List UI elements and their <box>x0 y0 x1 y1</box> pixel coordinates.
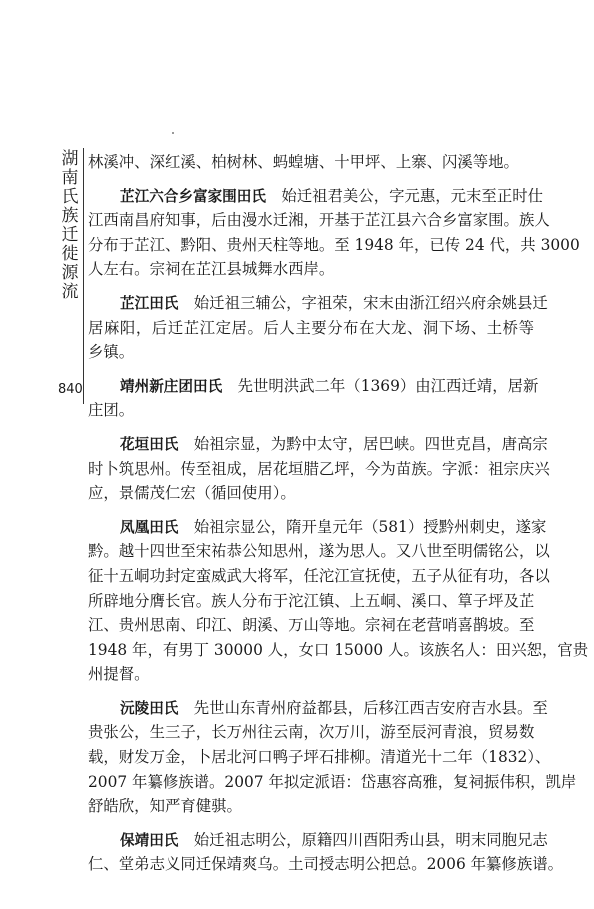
line-text: 林溪冲、深红溪、柏树林、蚂蝗塘、十甲坪、上寨、闪溪等地。 <box>88 153 519 171</box>
lineage-entry <box>88 374 539 423</box>
line-text: 先世山东青州府益都县，后移江西吉安府吉水县。至 <box>193 698 548 717</box>
line-text: 居麻阳，后迁芷江定居。后人主要分布在大龙、洞下场、土桥等 <box>88 318 534 337</box>
line-text: 黔。越十四世至宋祐恭公知思州，遂为思人。又八世至明儒铭公，以 <box>88 542 550 561</box>
text-line <box>88 564 550 589</box>
entry-title: 芷江田氏 <box>120 294 179 312</box>
line-text: 时卜筑思州。传至祖成，居花垣腊乙坪，今为苗族。字派：祖宗庆兴 <box>88 459 550 478</box>
line-text: 始迁祖三辅公，字祖荣，宋末由浙江绍兴府余姚县迁 <box>193 293 548 312</box>
line-text: 江、贵州思南、印江、朗溪、万山等地。宗祠在老营哨喜鹊坡。至 <box>88 616 535 635</box>
text-line <box>88 398 534 423</box>
lineage-entry <box>88 515 589 687</box>
entry-title: 保靖田氏 <box>120 831 179 849</box>
entry-title: 沅陵田氏 <box>120 699 179 717</box>
line-text: 始祖宗显公，隋开皇元年（581）授黔州刺史，遂家 <box>193 517 547 536</box>
page-body <box>88 150 589 886</box>
text-line <box>88 770 577 795</box>
text-line <box>88 184 543 209</box>
text-line <box>88 257 534 282</box>
text-line <box>88 515 547 540</box>
entry-title: 芷江六合乡富家围田氏 <box>120 187 266 205</box>
text-line <box>88 852 563 877</box>
line-text: 先世明洪武二年（1369）由江西迁靖，居新 <box>237 376 539 395</box>
line-text: 贵张公，生三子，长万州往云南，次万川，游至辰河青浪，贸易数 <box>88 723 535 742</box>
line-text: 1948 年，有男丁 30000 人，女口 15000 人。该族名人：田兴恕，官贵 <box>88 640 589 659</box>
line-text: 应，景儒茂仁宏（循回使用）。 <box>88 484 296 503</box>
line-text: 仁、堂弟志义同迁保靖爽乌。土司授志明公把总。2006 年纂修族谱。 <box>88 855 563 874</box>
text-line <box>88 720 534 745</box>
text-line <box>88 150 534 175</box>
line-text: 江西南昌府知事，后由漫水迁湘，开基于芷江县六合乡富家围。族人 <box>88 211 550 230</box>
lineage-entry <box>88 291 548 365</box>
line-text: 始迁祖君美公，字元惠，元末至正时仕 <box>281 186 543 205</box>
line-text: 2007 年纂修族谱。2007 年拟定派语：岱惠容高雅，复祠振伟积，凯岸 <box>88 772 577 791</box>
margin-divider <box>83 148 84 404</box>
running-book-title: 湖南氏族迁徙源流 <box>61 149 79 302</box>
text-line <box>88 638 589 663</box>
text-line <box>88 613 534 638</box>
entry-title: 花垣田氏 <box>120 435 179 453</box>
line-text: 人左右。宗祠在芷江县城舞水西岸。 <box>88 260 335 279</box>
text-line <box>88 233 580 258</box>
text-line <box>88 696 548 721</box>
text-line <box>88 589 534 614</box>
lineage-entry <box>88 150 534 175</box>
scan-speck <box>172 132 174 134</box>
text-line <box>88 828 548 853</box>
line-text: 乡镇。 <box>88 343 135 362</box>
lineage-entry <box>88 828 563 877</box>
text-line <box>88 481 534 506</box>
text-line <box>88 316 534 341</box>
entry-title: 凤凰田氏 <box>120 518 179 536</box>
text-line <box>88 374 539 399</box>
lineage-entry <box>88 696 577 819</box>
line-text: 始祖宗显，为黔中太守，居巴峡。四世克昌，唐高宗 <box>193 434 548 453</box>
lineage-entry <box>88 432 550 506</box>
line-text: 载，财发万金，卜居北河口鸭子坪石排柳。清道光十二年（1832）、 <box>88 748 551 767</box>
text-line <box>88 662 534 687</box>
entry-title: 靖州新庄团田氏 <box>120 377 223 395</box>
line-text: 州提督。 <box>88 665 150 684</box>
text-line <box>88 340 534 365</box>
line-text: 庄团。 <box>88 401 135 420</box>
text-line <box>88 457 550 482</box>
line-text: 所辟地分膺长官。族人分布于沱江镇、上五峒、溪口、筸子坪及芷 <box>88 591 535 610</box>
text-line <box>88 432 548 457</box>
line-text: 征十五峒功封定蛮威武大将军，任沱江宣抚使，五子从征有功，各以 <box>88 566 550 585</box>
text-line <box>88 794 534 819</box>
text-line <box>88 208 550 233</box>
text-line <box>88 539 550 564</box>
text-line <box>88 291 548 316</box>
line-text: 始迁祖志明公，原籍四川酉阳秀山县，明末同胞兄志 <box>193 830 548 849</box>
line-text: 分布于芷江、黔阳、贵州天柱等地。至 1948 年，已传 24 代，共 3000 <box>88 235 580 254</box>
lineage-entry <box>88 184 580 282</box>
line-text: 舒皓欣，知严育健骐。 <box>88 797 242 816</box>
page-number: 840 <box>58 382 83 397</box>
text-line <box>88 745 551 770</box>
